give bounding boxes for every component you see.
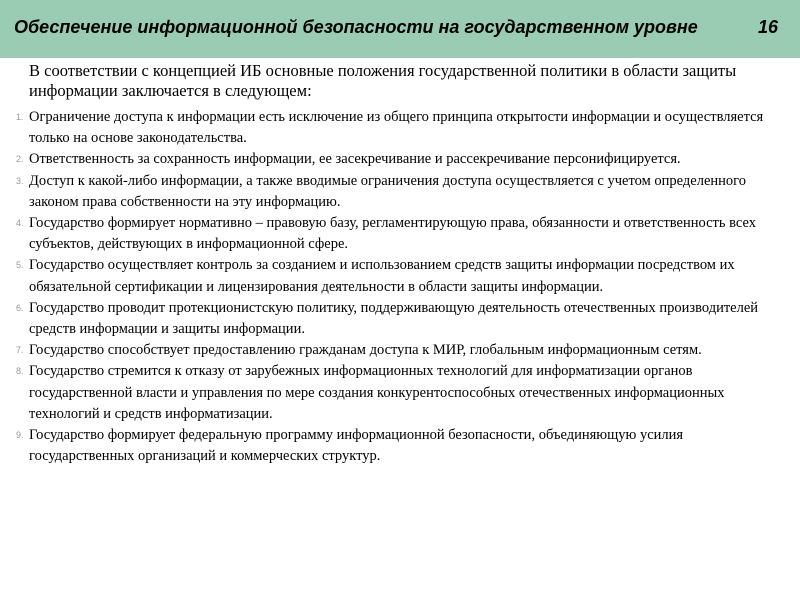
list-marker: 5.: [16, 260, 24, 271]
list-marker: 6.: [16, 302, 24, 313]
list-item-text: Государство формирует федеральную программу информационной безопасности, объединяющую усилия государственных организаций и коммерческих структур.: [29, 427, 684, 465]
list-marker: 2.: [16, 154, 24, 165]
list-item-text: Государство осуществляет контроль за созданием и использованием средств защиты информации посредством их обязательной сертификации и лицензирования деятельности в области защиты информации.: [29, 257, 735, 295]
list-item: [0, 171, 790, 213]
list-item: [0, 340, 790, 361]
intro-paragraph: В соответствии с концепцией ИБ основные положения государственной политики в области защиты информации заключается в следующем:: [29, 61, 737, 100]
list-marker: 7.: [16, 345, 24, 356]
list-item-text: Государство стремится к отказу от зарубежных информационных технологий для информатизации органов государственной власти и управления по мере создания конкурентоспособных отечественных информационных технологий и средств информатизации.: [29, 363, 725, 422]
list-item-text: Государство формирует нормативно – правовую базу, регламентирующую права, обязанности и ответственность всех субъектов, действующих в информационной сфере.: [29, 215, 756, 253]
list-item: [0, 213, 790, 255]
title-bar: [0, 0, 800, 58]
list-item-text: Государство проводит протекционистскую политику, поддерживающую деятельность отечественных производителей средств информации и защиты информации.: [29, 299, 759, 338]
list-marker: 8.: [16, 366, 24, 377]
list-item-text: Доступ к какой-либо информации, а также вводимые ограничения доступа осуществляется с учетом определенного законом права собственности на эту информацию.: [29, 172, 746, 210]
list-item: [0, 107, 790, 149]
list-item: [0, 255, 790, 297]
list-item: [0, 361, 790, 425]
page-number: 16: [757, 17, 778, 37]
policy-list: [0, 107, 790, 467]
list-marker: 1.: [16, 112, 24, 122]
list-marker: 3.: [16, 175, 24, 186]
slide-title: Обеспечение информационной безопасности на государственном уровне: [14, 17, 698, 37]
list-item: [0, 298, 790, 340]
list-item-text: Ответственность за сохранность информации, ее засекречивание и рассекречивание персонифицируется.: [29, 151, 681, 168]
list-item: [0, 149, 790, 170]
list-item: [0, 425, 790, 467]
list-item-text: Ограничение доступа к информации есть исключение из общего принципа открытости информации и осуществляется только на основе законодательства.: [29, 109, 764, 147]
list-item-text: Государство способствует предоставлению гражданам доступа к МИР, глобальным информационным сетям.: [29, 342, 702, 359]
list-marker: 9.: [16, 430, 24, 441]
list-marker: 4.: [16, 218, 24, 229]
